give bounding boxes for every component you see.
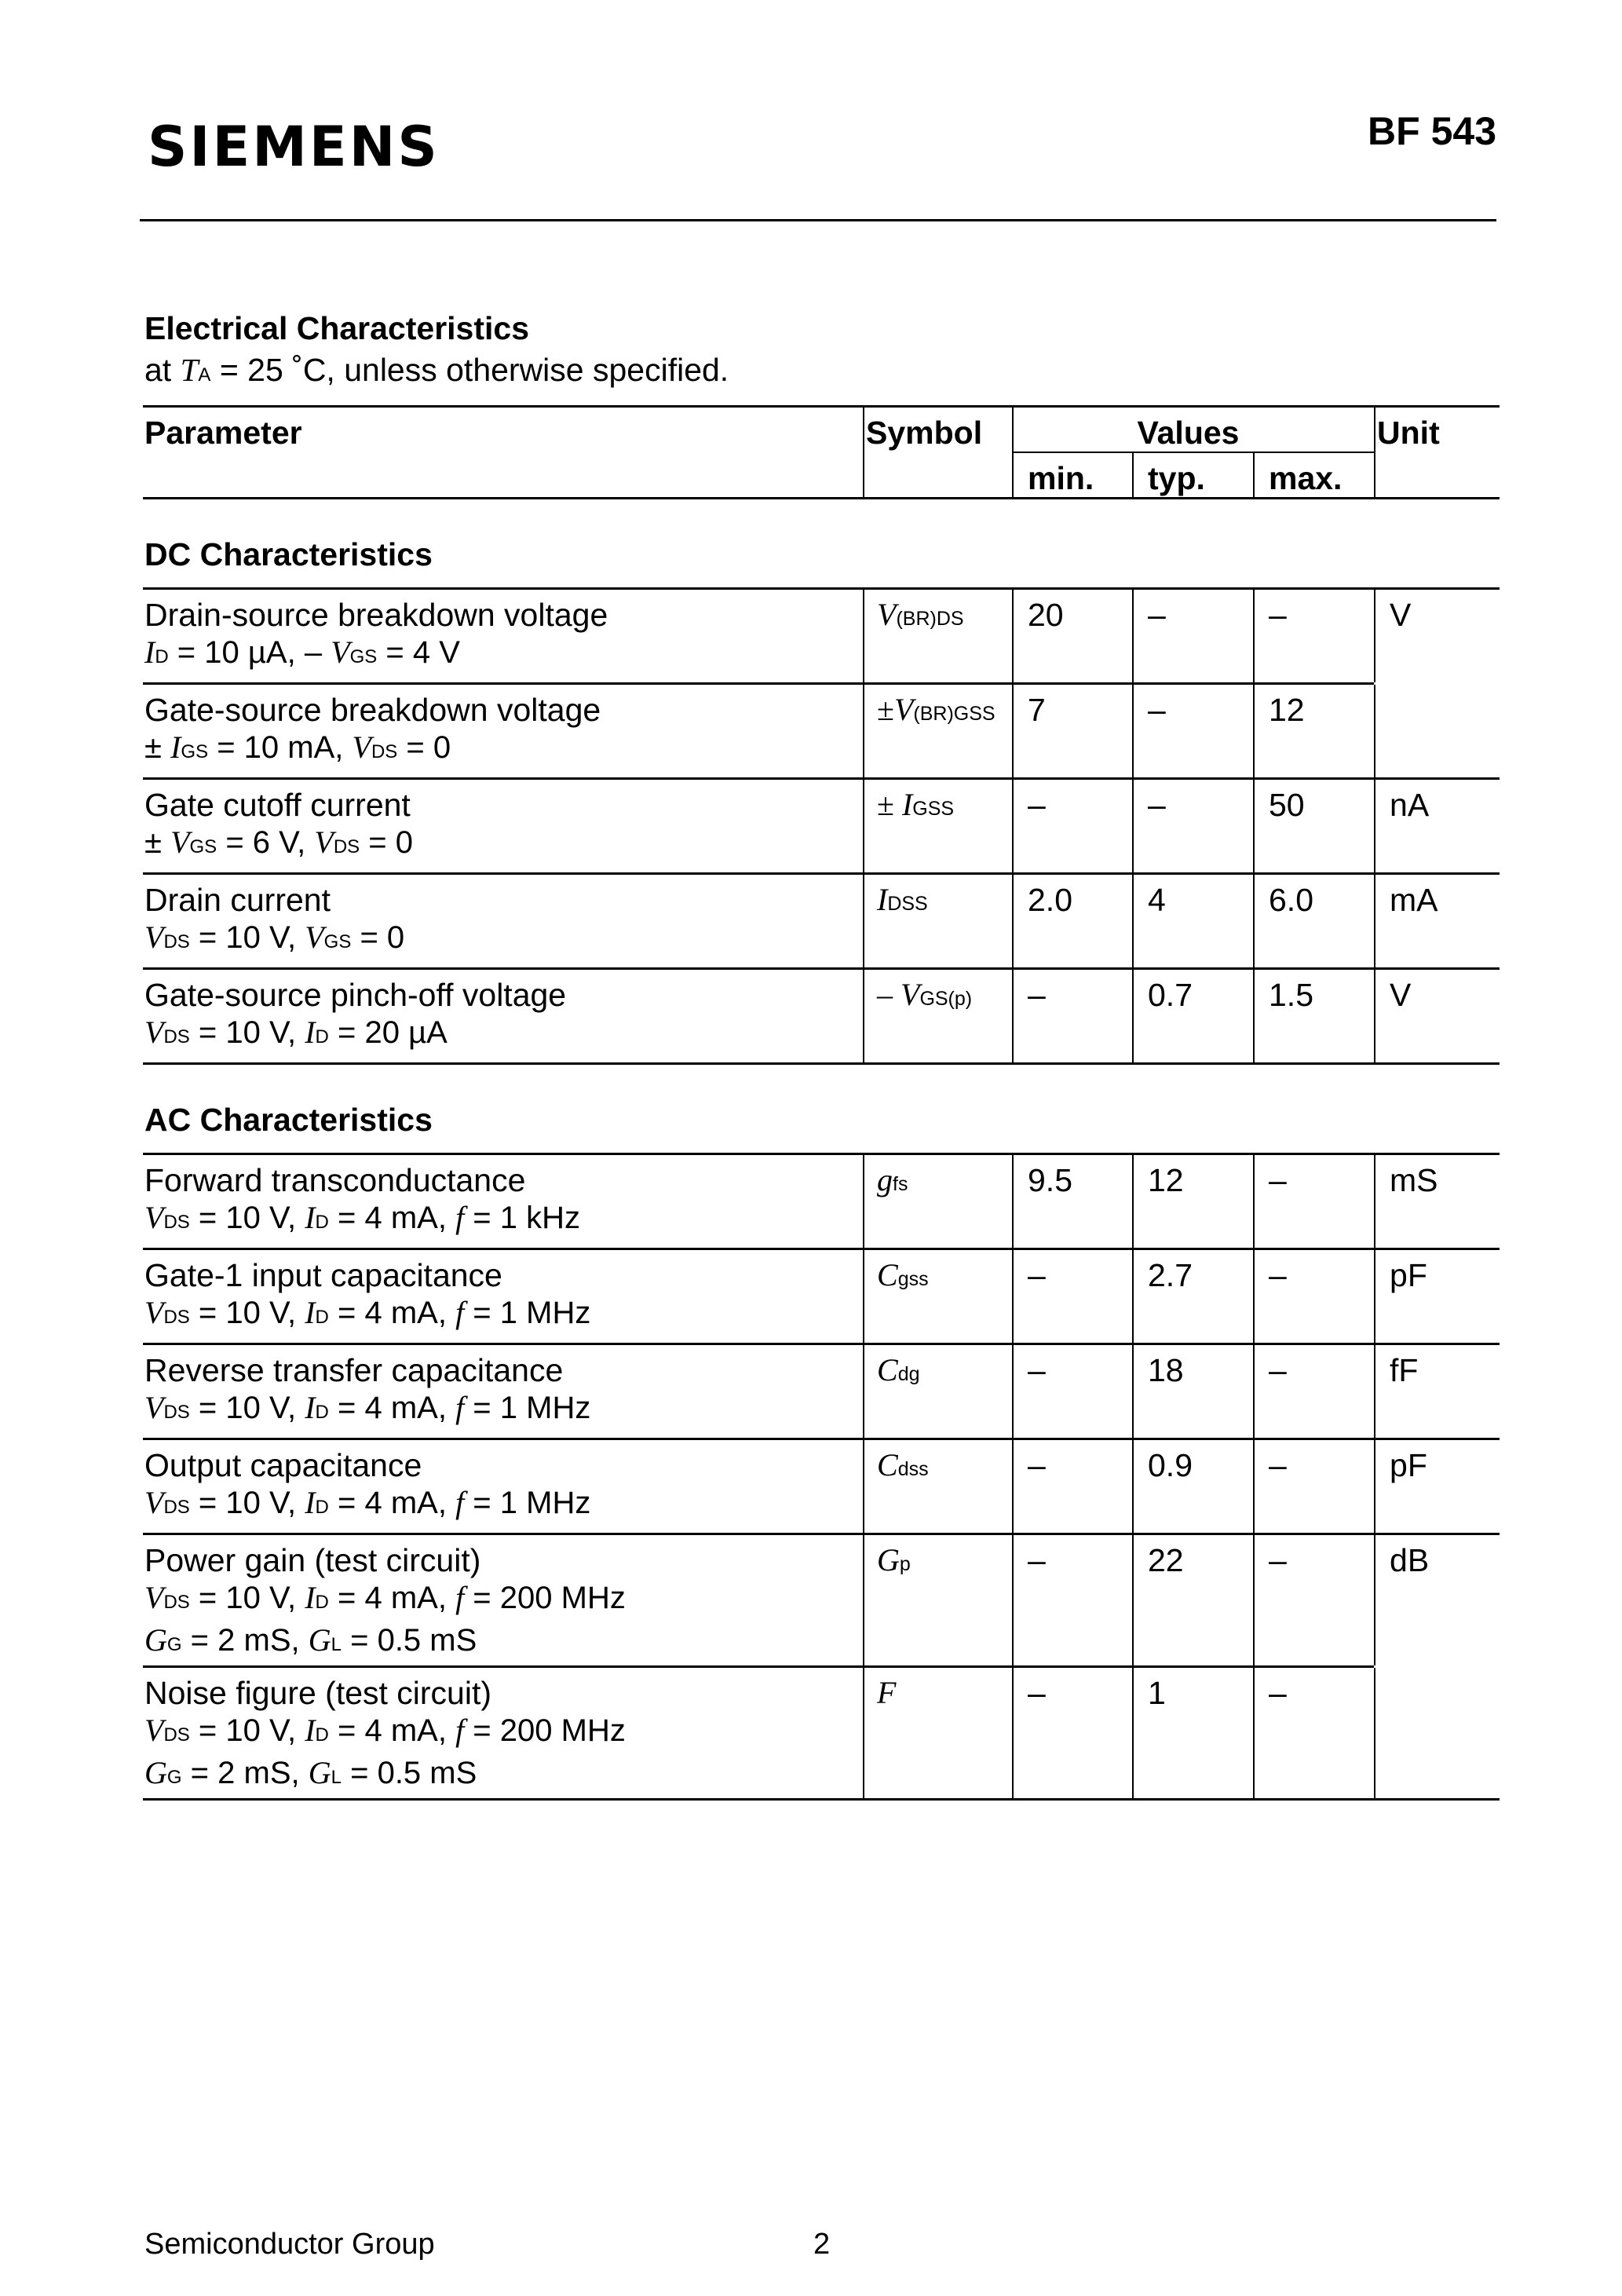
min-value: – [1013,1667,1133,1800]
dc-characteristics-heading-label: DC Characteristics [144,536,433,572]
cond-prefix: at [144,352,172,388]
test-condition-2: GG = 2 mS, GL = 0.5 mS [144,1622,477,1658]
table-row [143,969,1500,1064]
min-value: 2.0 [1013,874,1133,969]
parameter-cell [143,969,864,1064]
min-value: 9.5 [1013,1154,1133,1249]
parameter-name: Noise figure (test circuit) [144,1675,492,1711]
characteristics-table [143,405,1500,1801]
table-row [143,1344,1500,1439]
table-row [143,874,1500,969]
typ-value: 22 [1133,1534,1254,1667]
max-value: 6.0 [1254,874,1375,969]
typ-value: 2.7 [1133,1249,1254,1344]
table-row [143,1439,1500,1534]
symbol-cell: F [864,1667,1013,1800]
table-header-row [143,407,1500,453]
symbol-cell: Cdss [864,1439,1013,1534]
col-header-max: max. [1254,452,1375,499]
test-condition: VDS = 10 V, ID = 4 mA, f = 1 MHz [144,1485,591,1520]
unit-value: nA [1375,779,1500,874]
unit-value: fF [1375,1344,1500,1439]
max-value: – [1254,1344,1375,1439]
min-value: 20 [1013,589,1133,684]
parameter-name: Gate-source breakdown voltage [144,692,601,728]
section-title: Electrical Characteristics [144,310,529,346]
unit-value: V [1375,969,1500,1064]
table-row [143,684,1500,779]
parameter-name: Drain current [144,882,331,918]
symbol-cell: Cdg [864,1344,1013,1439]
unit-value: V [1375,589,1500,684]
max-value: – [1254,1154,1375,1249]
col-header-min: min. [1013,452,1133,499]
parameter-cell [143,1439,864,1534]
test-condition: ± VGS = 6 V, VDS = 0 [144,824,414,860]
parameter-cell [143,589,864,684]
typ-value: – [1133,779,1254,874]
unit-value [1375,684,1500,779]
table-row [143,589,1500,684]
test-condition: VDS = 10 V, ID = 4 mA, f = 1 MHz [144,1295,591,1330]
siemens-logo: SIEMENS [148,115,440,179]
header-rule [140,219,1496,221]
test-condition: VDS = 10 V, VGS = 0 [144,919,405,955]
parameter-cell [143,1667,864,1800]
test-condition: ID = 10 µA, – VGS = 4 V [144,634,460,670]
min-value: – [1013,1249,1133,1344]
parameter-cell [143,1154,864,1249]
cond-subscript: A [198,364,211,386]
cond-rest: = 25 ˚C, unless otherwise specified. [219,352,729,388]
symbol-cell: ±V(BR)GSS [864,684,1013,779]
min-value: – [1013,969,1133,1064]
unit-value: pF [1375,1439,1500,1534]
parameter-cell [143,1534,864,1667]
symbol-cell: V(BR)DS [864,589,1013,684]
parameter-cell [143,874,864,969]
min-value: – [1013,1534,1133,1667]
typ-value: 18 [1133,1344,1254,1439]
page-number: 2 [813,2228,831,2261]
unit-value: mA [1375,874,1500,969]
parameter-name: Reverse transfer capacitance [144,1352,564,1388]
typ-value: 0.9 [1133,1439,1254,1534]
typ-value: – [1133,589,1254,684]
min-value: – [1013,779,1133,874]
table-row [143,1249,1500,1344]
parameter-name: Power gain (test circuit) [144,1542,481,1578]
max-value: 12 [1254,684,1375,779]
unit-value: dB [1375,1534,1500,1667]
parameter-cell [143,1249,864,1344]
parameter-cell [143,1344,864,1439]
parameter-name: Gate-source pinch-off voltage [144,977,567,1013]
typ-value: – [1133,684,1254,779]
table-body [143,499,1500,1800]
part-number: BF 543 [1368,109,1496,153]
max-value: 50 [1254,779,1375,874]
parameter-name: Gate-1 input capacitance [144,1257,502,1293]
symbol-cell: IDSS [864,874,1013,969]
section-conditions [144,351,729,389]
parameter-name: Output capacitance [144,1447,422,1483]
ac-characteristics-heading-label: AC Characteristics [144,1102,433,1138]
table-row [143,779,1500,874]
test-condition: VDS = 10 V, ID = 4 mA, f = 1 kHz [144,1200,581,1235]
max-value: 1.5 [1254,969,1375,1064]
symbol-cell: – VGS(p) [864,969,1013,1064]
unit-value: mS [1375,1154,1500,1249]
cond-symbol: T [180,352,199,388]
symbol-cell: Cgss [864,1249,1013,1344]
parameter-name: Drain-source breakdown voltage [144,597,608,633]
unit-value: pF [1375,1249,1500,1344]
col-header-values: Values [1013,407,1375,453]
symbol-cell: gfs [864,1154,1013,1249]
min-value: – [1013,1344,1133,1439]
test-condition: ± IGS = 10 mA, VDS = 0 [144,729,451,765]
col-header-symbol: Symbol [864,407,1013,499]
min-value: – [1013,1439,1133,1534]
unit-value [1375,1667,1500,1800]
test-condition: VDS = 10 V, ID = 4 mA, f = 1 MHz [144,1390,591,1425]
typ-value: 12 [1133,1154,1254,1249]
max-value: – [1254,1439,1375,1534]
col-header-typ: typ. [1133,452,1254,499]
symbol-cell: ± IGSS [864,779,1013,874]
col-header-parameter: Parameter [143,407,864,499]
table-row [143,1534,1500,1667]
max-value: – [1254,1249,1375,1344]
parameter-cell [143,684,864,779]
ac-characteristics-heading [143,1064,1500,1154]
max-value: – [1254,1667,1375,1800]
max-value: – [1254,1534,1375,1667]
symbol-cell: Gp [864,1534,1013,1667]
test-condition-2: GG = 2 mS, GL = 0.5 mS [144,1755,477,1790]
typ-value: 0.7 [1133,969,1254,1064]
parameter-name: Forward transconductance [144,1162,526,1198]
footer-company: Semiconductor Group [144,2228,435,2261]
test-condition: VDS = 10 V, ID = 4 mA, f = 200 MHz [144,1713,626,1748]
min-value: 7 [1013,684,1133,779]
max-value: – [1254,589,1375,684]
parameter-name: Gate cutoff current [144,787,411,823]
col-header-unit: Unit [1375,407,1500,499]
parameter-cell [143,779,864,874]
table-row [143,1154,1500,1249]
table-row [143,1667,1500,1800]
typ-value: 4 [1133,874,1254,969]
dc-characteristics-heading [143,499,1500,589]
test-condition: VDS = 10 V, ID = 4 mA, f = 200 MHz [144,1580,626,1615]
test-condition: VDS = 10 V, ID = 20 µA [144,1015,448,1050]
typ-value: 1 [1133,1667,1254,1800]
